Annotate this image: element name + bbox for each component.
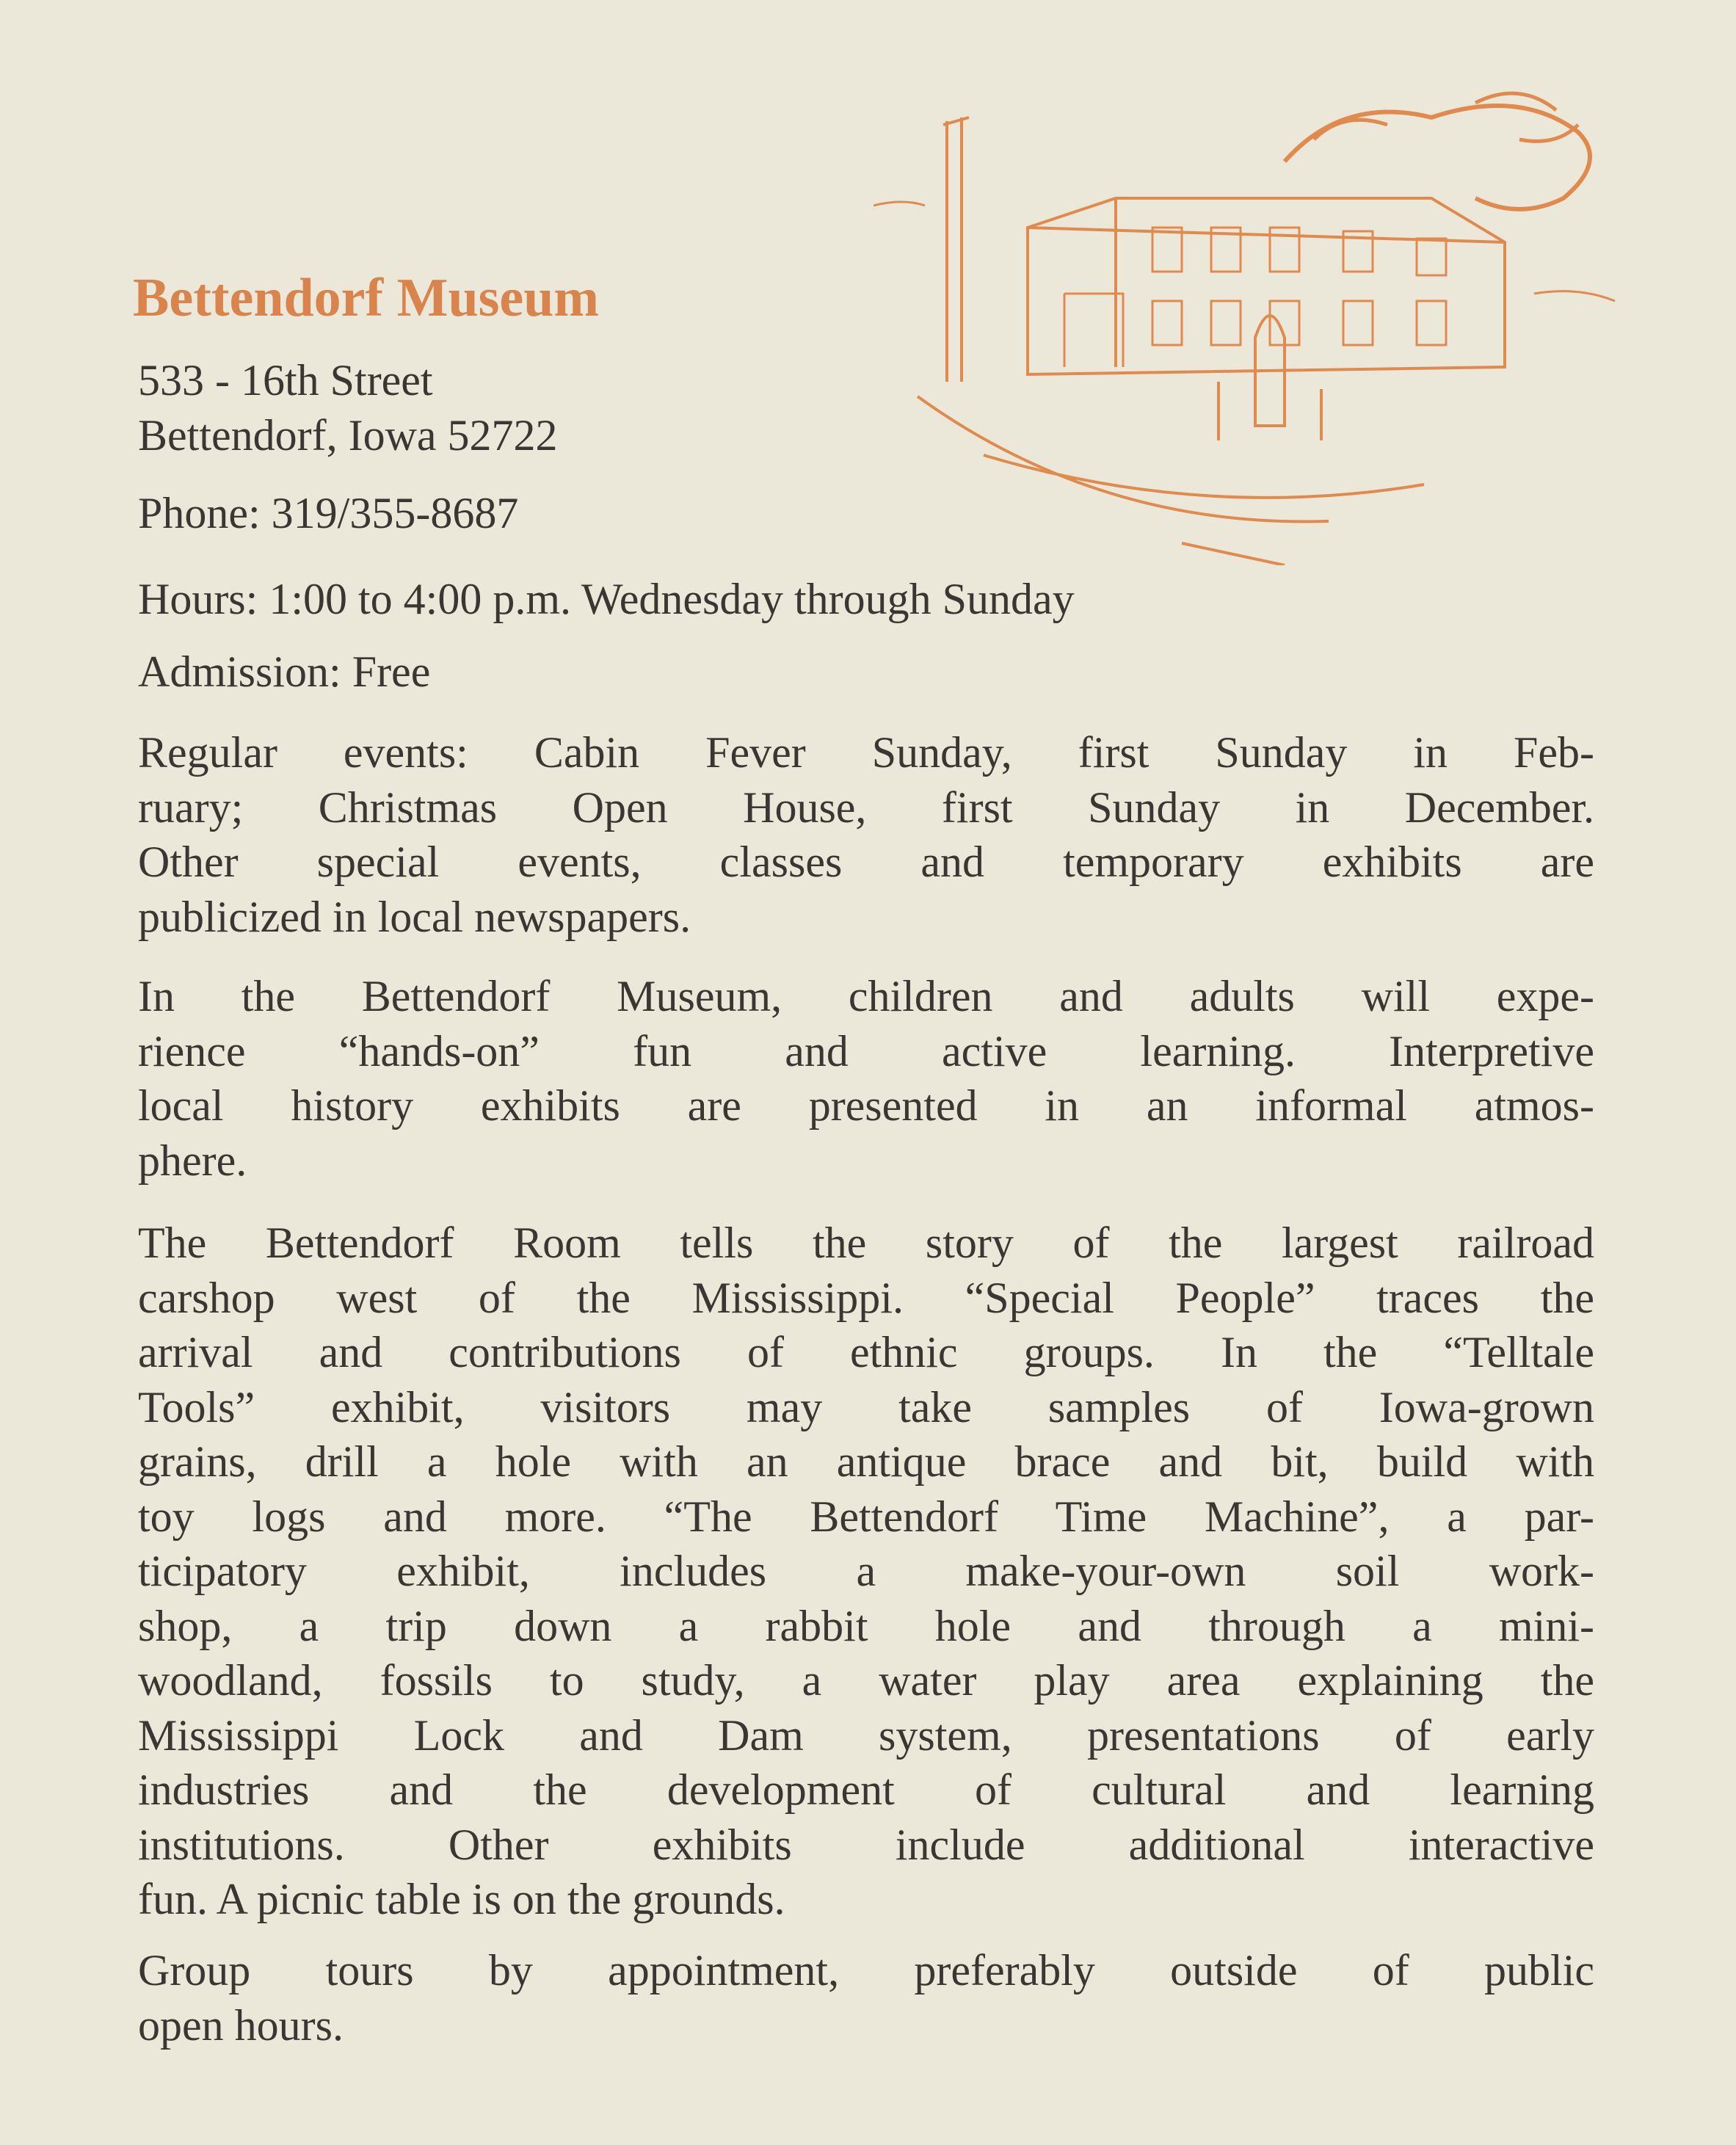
text-line: In the Bettendorf Museum, children and adults will expe- — [138, 972, 1594, 1020]
text-line: local history exhibits are presented in an informal atmos- — [138, 1081, 1594, 1130]
text-line: ticipatory exhibit, includes a make-your-own soil work- — [138, 1547, 1594, 1595]
text-line: arrival and contributions of ethnic groups. In the “Telltale — [138, 1328, 1594, 1376]
text-line: grains, drill a hole with an antique brace and bit, build with — [138, 1437, 1594, 1486]
text-line: publicized in local newspapers. — [138, 892, 691, 941]
text-line: toy logs and more. “The Bettendorf Time Machine”, a par- — [138, 1492, 1594, 1541]
paragraph-events — [138, 725, 1594, 944]
text-line: Group tours by appointment, preferably outside of public — [138, 1946, 1594, 1995]
text-line: ruary; Christmas Open House, first Sunday in December. — [138, 783, 1594, 832]
museum-building-illustration — [874, 73, 1630, 565]
text-line: Mississippi Lock and Dam system, presentations of early — [138, 1710, 1594, 1760]
admission: Admission: Free — [138, 647, 431, 696]
address-street: 533 - 16th Street — [138, 356, 433, 404]
paragraph-tours — [138, 1943, 1594, 2053]
text-line: carshop west of the Mississippi. “Special People” traces the — [138, 1273, 1594, 1322]
text-line: rience “hands-on” fun and active learning. Interpretive — [138, 1026, 1594, 1075]
page-title: Bettendorf Museum — [133, 268, 600, 328]
hours: Hours: 1:00 to 4:00 p.m. Wednesday through Sunday — [138, 575, 1075, 623]
phone: Phone: 319/355-8687 — [138, 489, 519, 537]
text-line: Other special events, classes and temporary exhibits are — [138, 838, 1594, 886]
address-city: Bettendorf, Iowa 52722 — [138, 410, 558, 460]
text-line: Tools” exhibit, visitors may take samples of Iowa-grown — [138, 1382, 1594, 1431]
paragraph-exhibits — [138, 1216, 1594, 1927]
text-line: industries and the development of cultural and learning — [138, 1765, 1594, 1814]
text-line: fun. A picnic table is on the grounds. — [138, 1875, 785, 1923]
text-line: institutions. Other exhibits include additional interactive — [138, 1820, 1594, 1869]
text-line: woodland, fossils to study, a water play area explaining the — [138, 1656, 1594, 1705]
paragraph-intro — [138, 969, 1594, 1188]
text-line: open hours. — [138, 2000, 344, 2050]
text-line: phere. — [138, 1136, 247, 1185]
text-line: The Bettendorf Room tells the story of the largest railroad — [138, 1219, 1594, 1267]
text-line: shop, a trip down a rabbit hole and through a mini- — [138, 1601, 1594, 1650]
text-line: Regular events: Cabin Fever Sunday, first Sunday in Feb- — [138, 728, 1594, 777]
